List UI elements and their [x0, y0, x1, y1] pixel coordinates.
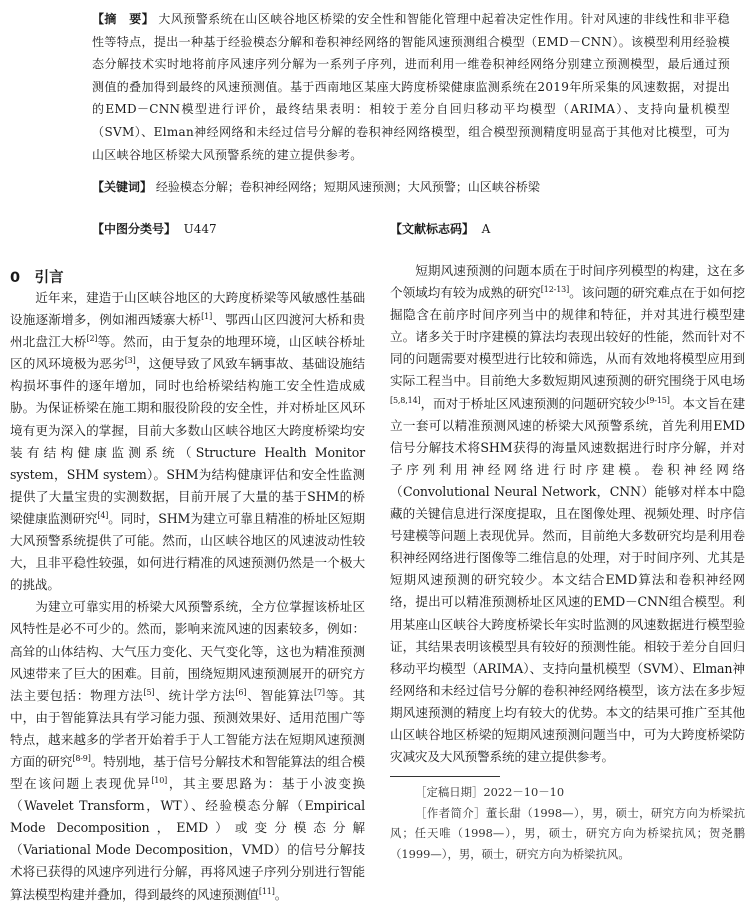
citation: [5] — [143, 687, 155, 697]
citation: [1] — [201, 311, 213, 321]
document-code — [390, 219, 490, 239]
citation: [2] — [86, 334, 98, 343]
section-heading: 0 引言 — [10, 270, 64, 286]
left-column — [10, 287, 365, 906]
citation: [4] — [97, 510, 109, 520]
footnotes — [390, 782, 745, 864]
keywords — [92, 177, 540, 197]
citation: [11] — [258, 886, 275, 896]
citation: [3] — [124, 356, 136, 366]
abstract — [92, 8, 730, 166]
right-column — [390, 260, 745, 768]
author-bio: ［作者简介］董长甜（1998—），男，硕士，研究方向为桥梁抗风；任天唯（1998—），男，硕士，研究方向为桥梁抗风；贺尧鹏（1999—），男，硕士，研究方向为桥梁抗风。 — [390, 805, 745, 861]
paragraph-3: 短期风速预测的问题本质在于时间序列模型的构建，这在多个领域均有较为成熟的研究[12-13]。该问题的研究难点在于如何挖掘隐含在前序时间序列当中的规律和特征，并对其进行模型建立。诸多关于时序建模的算法均表现出较好的性能，然而针对不同的问题需要对模型进行比较和筛选，从而有效地将模型应用到实际工程当中。目前绝大多数短期风速预测的研究围绕于风电场[5,8,14]，而对于桥址区风速预测的问题研究较少[9-15]。本文旨在建立一套可以精准预测风速的桥梁大风预警系统，首先利用EMD信号分解技术将SHM获得的海量风速数据进行时序分解，并对子序列利用神经网络进行时序建模。卷积神经网络（Convolutional Neural Network，CNN）能够对样本中隐藏的关键信息进行深度提取，且在图像处理、视频处理、时序信号建模等问题上表现优异。然而，目前绝大多数研究均是利用卷积神经网络进行图像等二维信息的处理，对于时间序列、尤其是短期风速预测的研究较少。本文结合EMD算法和卷积神经网络，提出可以精准预测桥址区风速的EMD－CNN组合模型。利用某座山区峡谷大跨度桥梁长年实时监测的风速数据进行模型验证，其结果表明该模型具有较好的预测性能。相较于差分自回归移动平均模型（ARIMA）、支持向量机模型（SVM）、Elman神经网络和未经过信号分解的卷积神经网络模型，该方法在多步短期风速预测的精度上均有较大的优势。本文的结果可推广至其他山区峡谷地区桥梁的短期风速预测问题当中，可为大跨度桥梁防灾减灾及大风预警系统的建立提供参考。 — [390, 263, 745, 765]
citation: [9-15] — [646, 395, 670, 405]
citation: [7] — [314, 687, 325, 697]
citation: [6] — [235, 687, 247, 697]
abstract-text: 大风预警系统在山区峡谷地区桥梁的安全性和智能化管理中起着决定性作用。针对风速的非线性和非平稳性等特点，提出一种基于经验模态分解和卷积神经网络的智能风速预测组合模型（EMD－CNN）。该模型利用经验模态分解技术实时地将前序风速序列分解为一系列子序列，进而利用一维卷积神经网络分别建立预测模型，最后通过预测值的叠加得到最终的风速预测值。基于西南地区某座大跨度桥梁健康监测系统在2019年所采集的风速数据，对提出的EMD－CNN模型进行评价，最终结果表明：相较于差分自回归移动平均模型（ARIMA）、支持向量机模型（SVM）、Elman神经网络和未经过信号分解的卷积神经网络模型，组合模型预测精度明显高于其他对比模型，可为山区峡谷地区桥梁大风预警系统的建立提供参考。 — [92, 12, 730, 162]
classification-value: U447 — [183, 222, 217, 236]
doc-code-value: A — [481, 222, 491, 236]
keywords-text: 经验模态分解；卷积神经网络；短期风速预测；大风预警；山区峡谷桥梁 — [155, 180, 540, 194]
citation: [10] — [151, 775, 168, 785]
citation: [8-9] — [72, 753, 91, 763]
abstract-label: 【摘 要】 — [92, 12, 155, 26]
citation: [5,8,14] — [390, 395, 421, 405]
citation: [12-13] — [540, 284, 570, 294]
doc-code-label: 【文献标志码】 — [390, 222, 475, 236]
paragraph-1: 近年来，建造于山区峡谷地区的大跨度桥梁等风敏感性基础设施逐渐增多，例如湘西矮寨大桥[1]、鄂西山区四渡河大桥和贵州北盘江大桥[2]等。然而，由于复杂的地理环境，山区峡谷桥址区的风环境极为恶劣[3]，这便导致了风致车辆事故、基础设施结构损坏事件的逐年增加，同时也给桥梁结构施工安全性造成威胁。为保证桥梁在施工期和服役阶段的安全性，并对桥址区风环境有更为深入的掌握，目前大多数山区峡谷地区大跨度桥梁均安装有结构健康监测系统（Structure Health Monitor system，SHM system）。SHM为结构健康评估和安全性监测提供了大量宝贵的实测数据，目前开展了大量的基于SHM的桥梁健康监测研究[4]。同时，SHM为建立可靠且精准的桥址区短期大风预警系统提供了可能。然而，山区峡谷地区的风速波动性较大，且非平稳性较强，如何进行精准的风速预测仍然是一个极大的挑战。 — [10, 290, 366, 593]
footnote-divider — [390, 776, 500, 777]
keywords-label: 【关键词】 — [92, 180, 153, 194]
paragraph-2: 为建立可靠实用的桥梁大风预警系统，全方位掌握该桥址区风特性是必不可少的。然而，影响来流风速的因素较多，例如：高耸的山体结构、大气压力变化、天气变化等，这也为精准预测风速带来了巨大的困难。目前，围绕短期风速预测展开的研究方法主要包括：物理方法[5]、统计学方法[6]、智能算法[7]等。其中，由于智能算法具有学习能力强、预测效果好、适用范围广等特点，越来越多的学者开始着手于人工智能方法在短期风速预测方面的研究[8-9]。特别地，基于信号分解技术和智能算法的组合模型在该问题上表现优异[10]，其主要思路为：基于小波变换（Wavelet Transform，WT）、经验模态分解（Empirical Mode Decomposition，EMD）或变分模态分解（Variational Mode Decomposition，VMD）的信号分解技术将已获得的风速序列进行分解，再将风速子序列分别进行智能算法模型构建并叠加，得到最终的风速预测值[11]。 — [10, 599, 365, 902]
classification-code — [92, 219, 217, 239]
classification-label: 【中图分类号】 — [92, 222, 177, 236]
received-date: ［定稿日期］2022－10－10 — [415, 785, 565, 799]
